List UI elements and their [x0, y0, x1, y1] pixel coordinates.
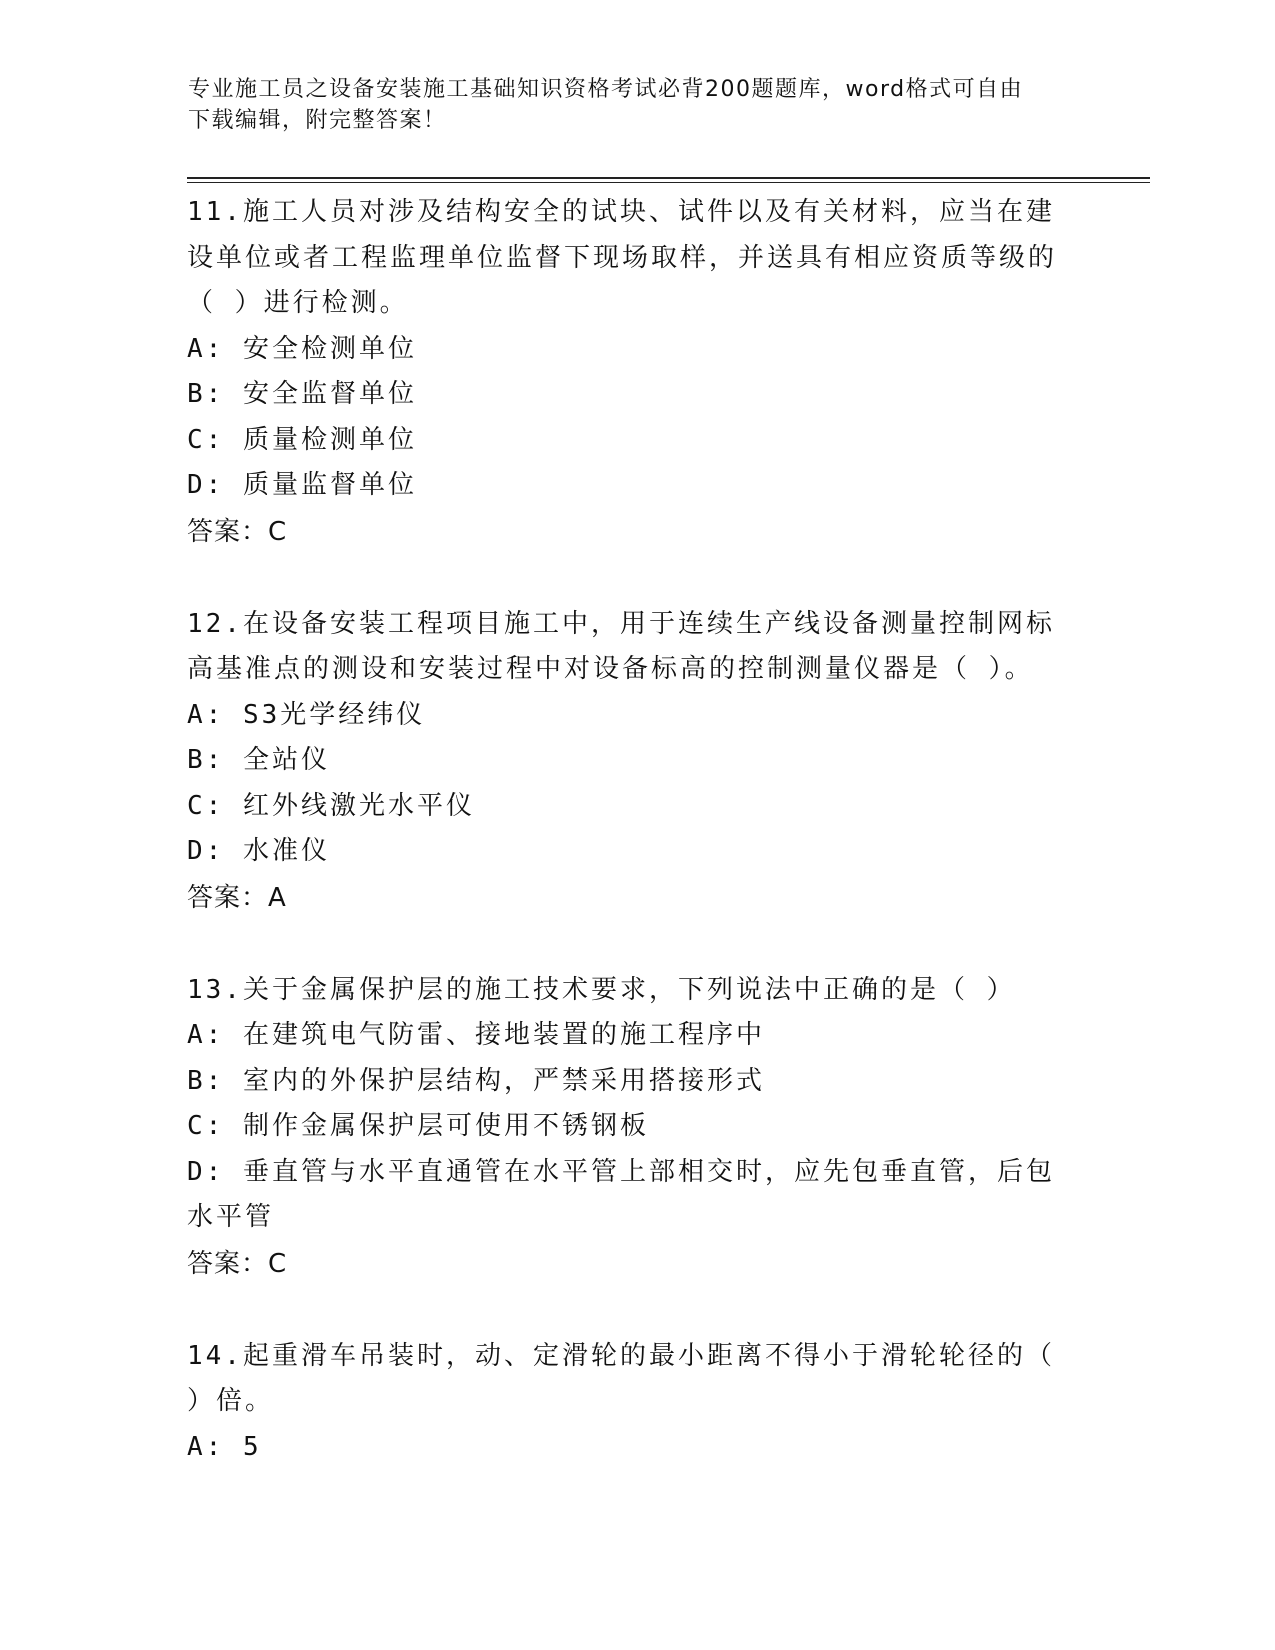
option-b: B: 安全监督单位 [187, 379, 417, 409]
option-c: C: 制作金属保护层可使用不锈钢板 [187, 1111, 649, 1141]
question-text: 11.施工人员对涉及结构安全的试块、试件以及有关材料，应当在建设单位或者工程监理单位监督下现场取样，并送具有相应资质等级的（ ）进行检测。 [187, 197, 1058, 318]
option-d: D: 质量监督单位 [187, 470, 417, 500]
header-line-2: 下载编辑，附完整答案！ [188, 108, 447, 133]
question-text: 14.起重滑车吊装时，动、定滑轮的最小距离不得小于滑轮轮径的（ ）倍。 [187, 1340, 1055, 1416]
answer-line: 答案：A [187, 882, 287, 913]
option-b: B: 室内的外保护层结构，严禁采用搭接形式 [187, 1065, 765, 1096]
option-c: C: 质量检测单位 [187, 424, 417, 455]
header-line-1: 专业施工员之设备安装施工基础知识资格考试必背200题题库，word格式可自由 [188, 77, 1024, 102]
document-header [188, 74, 1068, 136]
question-list [187, 190, 1077, 1517]
option-b: B: 全站仪 [187, 745, 330, 775]
question-text: 13.关于金属保护层的施工技术要求，下列说法中正确的是（ ） [187, 974, 1016, 1005]
option-d: D: 水准仪 [187, 836, 330, 866]
option-a: A: S3光学经纬仪 [187, 699, 426, 730]
option-d: D: 垂直管与水平直通管在水平管上部相交时，应先包垂直管，后包水平管 [187, 1156, 1055, 1232]
header-divider-thin [187, 182, 1150, 183]
option-c: C: 红外线激光水平仪 [187, 790, 475, 821]
header-divider-thick [187, 177, 1150, 179]
option-a: A: 安全检测单位 [187, 333, 417, 364]
question-14 [187, 1334, 1077, 1471]
option-a: A: 在建筑电气防雷、接地装置的施工程序中 [187, 1020, 765, 1050]
question-13 [187, 968, 1077, 1287]
option-a: A: 5 [187, 1431, 262, 1462]
question-12 [187, 602, 1077, 921]
answer-line: 答案：C [187, 516, 288, 547]
question-11 [187, 190, 1077, 555]
question-text: 12.在设备安装工程项目施工中，用于连续生产线设备测量控制网标高基准点的测设和安装过程中对设备标高的控制测量仪器是（ ）。 [187, 608, 1055, 684]
answer-line: 答案：C [187, 1248, 288, 1279]
